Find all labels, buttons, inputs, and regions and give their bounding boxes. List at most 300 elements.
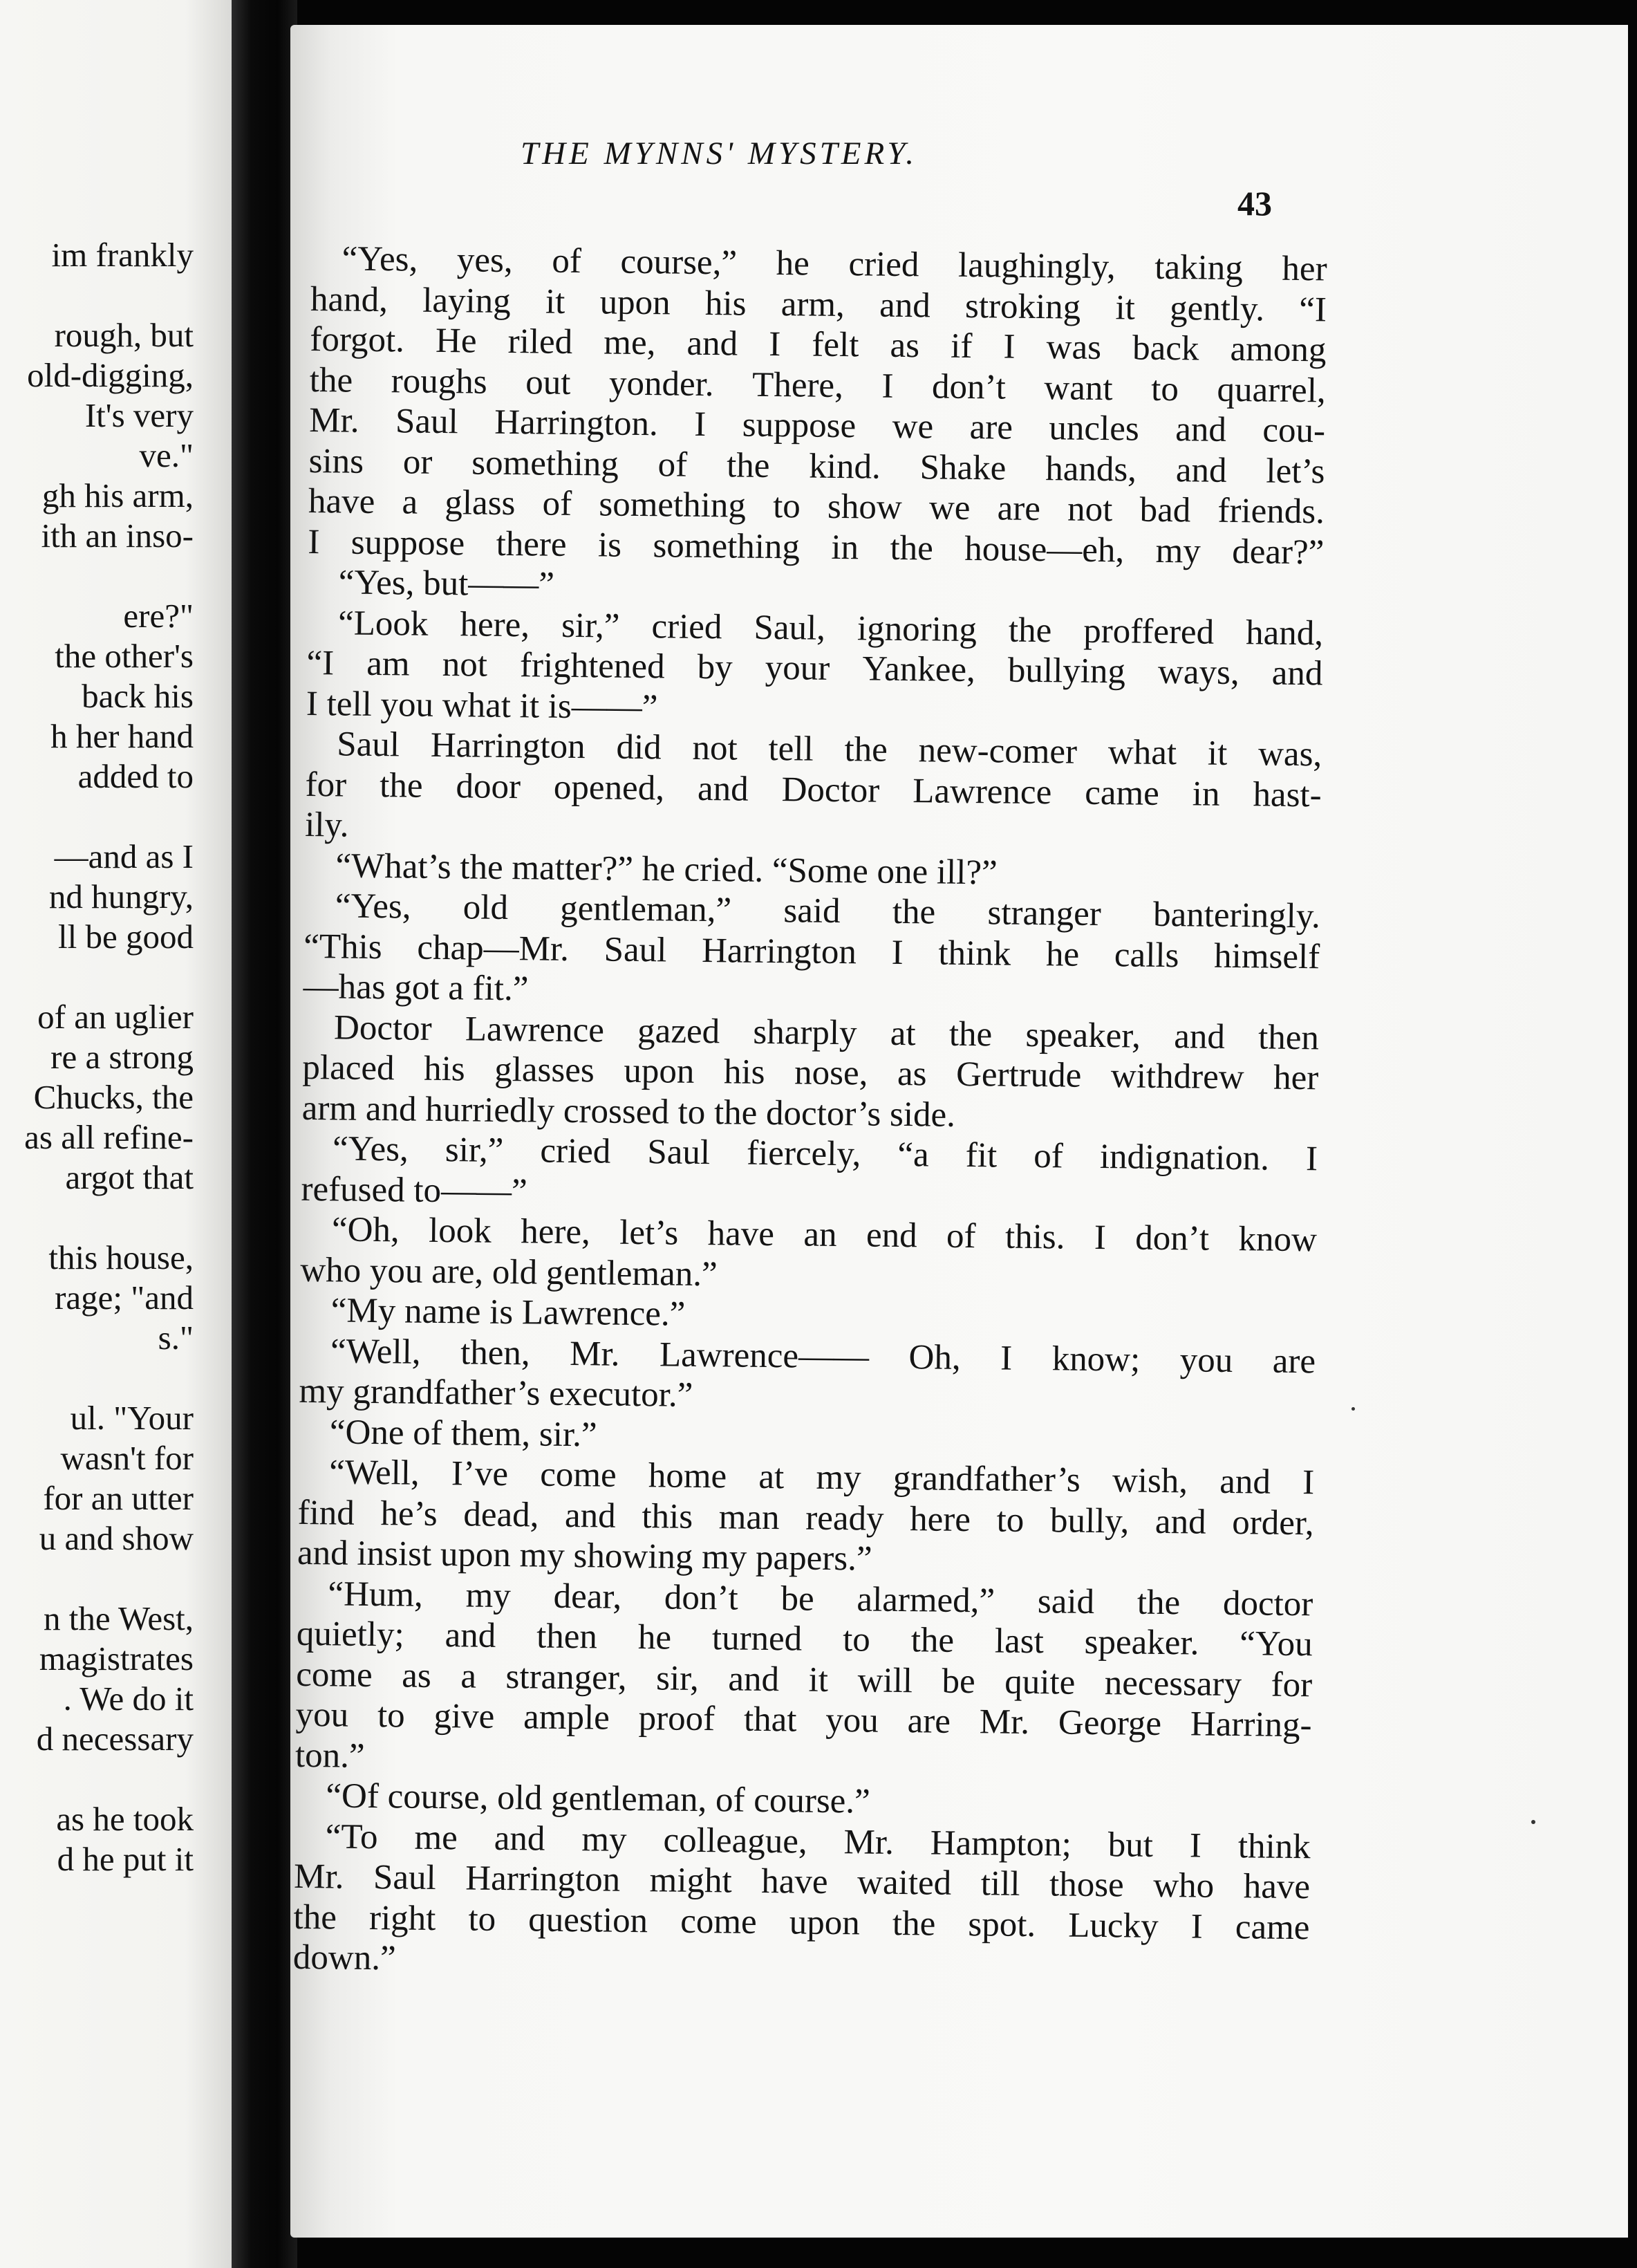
word: but bbox=[1107, 1825, 1154, 1865]
word: home bbox=[648, 1456, 727, 1496]
word: “Yes, bbox=[335, 886, 411, 927]
word: glasses bbox=[494, 1050, 595, 1090]
word: I bbox=[1305, 1140, 1318, 1179]
word: and bbox=[494, 1819, 545, 1859]
left-page-line: rough, but bbox=[54, 316, 194, 354]
word: Gertrude bbox=[955, 1054, 1082, 1095]
word: am bbox=[366, 644, 410, 684]
word: Saul bbox=[647, 1133, 711, 1173]
left-page-line: old-digging, bbox=[27, 356, 194, 394]
word: I bbox=[881, 366, 894, 406]
word: came bbox=[1235, 1907, 1310, 1947]
word: I bbox=[308, 522, 320, 561]
word: his bbox=[423, 1049, 465, 1089]
word: his bbox=[723, 1052, 765, 1092]
word: something bbox=[599, 485, 747, 526]
word: as bbox=[402, 1655, 432, 1695]
word: of bbox=[946, 1216, 976, 1256]
word: to bbox=[842, 1620, 871, 1660]
left-page-line: It's very bbox=[84, 396, 194, 434]
word: glass bbox=[445, 483, 516, 523]
word: you bbox=[1179, 1340, 1233, 1380]
word: that bbox=[743, 1700, 797, 1740]
word: an bbox=[803, 1215, 837, 1255]
word: Saul bbox=[395, 402, 459, 442]
word: arm, bbox=[780, 284, 845, 324]
word: “I bbox=[306, 643, 335, 683]
word: “Yes, bbox=[332, 1129, 409, 1169]
word: Yankee, bbox=[862, 649, 976, 690]
running-head: THE MYNNS' MYSTERY. bbox=[521, 136, 917, 171]
word: last bbox=[994, 1621, 1045, 1662]
word: my bbox=[465, 1575, 512, 1615]
word: want bbox=[1044, 368, 1113, 408]
word: as bbox=[890, 326, 920, 366]
word: “Well, bbox=[330, 1331, 421, 1372]
text-line: “Yes, but——” bbox=[338, 563, 555, 604]
left-page-line: as he took bbox=[56, 1800, 194, 1838]
word: bullying bbox=[1007, 651, 1126, 691]
word: chap—Mr. bbox=[417, 928, 570, 969]
word: hand, bbox=[310, 279, 389, 319]
word: are bbox=[969, 407, 1013, 447]
word: or bbox=[402, 442, 433, 482]
word: “a bbox=[897, 1135, 930, 1175]
word: sir,” bbox=[445, 1131, 504, 1170]
word: a bbox=[402, 483, 418, 522]
word: I bbox=[694, 405, 707, 444]
text-line: and insist upon my showing my papers.” bbox=[297, 1533, 872, 1579]
word: colleague, bbox=[663, 1820, 807, 1861]
page-number: 43 bbox=[1237, 184, 1272, 223]
word: was, bbox=[1257, 734, 1322, 774]
word: said bbox=[1037, 1581, 1095, 1621]
word: the bbox=[892, 892, 936, 932]
word: new-comer bbox=[918, 731, 1078, 772]
left-page-line: ve." bbox=[139, 436, 194, 474]
word: and bbox=[879, 286, 931, 325]
word: look bbox=[428, 1211, 492, 1251]
word: and bbox=[564, 1496, 617, 1536]
word: then bbox=[1257, 1017, 1320, 1057]
word: Oh, bbox=[908, 1337, 961, 1377]
word: don’t bbox=[664, 1577, 738, 1618]
text-line: ton.” bbox=[294, 1736, 365, 1776]
left-page bbox=[0, 0, 232, 2268]
left-page-line: Chucks, the bbox=[33, 1078, 194, 1116]
text-line: ily. bbox=[304, 805, 349, 845]
word: a bbox=[460, 1656, 477, 1696]
word: I bbox=[891, 933, 904, 972]
word: the bbox=[892, 1904, 936, 1944]
word: stranger bbox=[987, 893, 1102, 934]
word: friends. bbox=[1217, 491, 1325, 532]
text-line: “What’s the matter?” he cried. “Some one ill?” bbox=[335, 846, 998, 892]
word: to bbox=[772, 487, 801, 526]
word: the bbox=[948, 1014, 993, 1054]
word: man bbox=[718, 1497, 780, 1537]
word: yonder. bbox=[608, 364, 714, 404]
word: and bbox=[1219, 1462, 1271, 1502]
word: uncles bbox=[1049, 409, 1140, 449]
word: placed bbox=[302, 1048, 395, 1088]
word: proffered bbox=[1083, 611, 1215, 652]
word: let’s bbox=[1266, 451, 1325, 491]
word: “You bbox=[1240, 1624, 1313, 1664]
word: might bbox=[649, 1861, 733, 1901]
word: and bbox=[697, 769, 749, 809]
word: come bbox=[295, 1655, 373, 1695]
word: not bbox=[692, 728, 738, 768]
word: ready bbox=[805, 1498, 884, 1539]
word: at bbox=[890, 1014, 916, 1053]
word: let’s bbox=[619, 1213, 679, 1253]
word: Lawrence bbox=[465, 1009, 605, 1050]
word: sins bbox=[308, 441, 364, 481]
word: wish, bbox=[1112, 1461, 1188, 1501]
word: Hampton; bbox=[930, 1823, 1072, 1864]
word: think bbox=[938, 933, 1011, 974]
word: the bbox=[890, 528, 934, 568]
left-page-line: back his bbox=[82, 677, 194, 715]
word: are bbox=[997, 489, 1041, 529]
word: sir,” bbox=[561, 606, 620, 646]
word: there bbox=[496, 524, 567, 564]
word: fit bbox=[965, 1135, 998, 1175]
word: and bbox=[728, 1659, 780, 1699]
word: bully, bbox=[1049, 1500, 1130, 1541]
word: “Hum, bbox=[328, 1574, 424, 1615]
word: Mr. bbox=[843, 1822, 895, 1862]
word: upon bbox=[789, 1902, 861, 1942]
left-page-line: wasn't for bbox=[60, 1439, 194, 1477]
word: cou- bbox=[1262, 411, 1326, 451]
word: don’t bbox=[1135, 1218, 1210, 1258]
left-page-line: u and show bbox=[39, 1519, 194, 1557]
word: course,” bbox=[620, 242, 738, 283]
text-line: down.” bbox=[292, 1937, 396, 1978]
word: be bbox=[780, 1579, 814, 1619]
word: who bbox=[1153, 1866, 1215, 1906]
word: He bbox=[435, 321, 477, 361]
word: cried bbox=[540, 1131, 611, 1171]
word: and bbox=[1175, 450, 1227, 490]
left-page-line: . We do it bbox=[63, 1680, 194, 1718]
word: this. bbox=[1004, 1217, 1065, 1257]
word: hast- bbox=[1253, 774, 1322, 815]
word: ample bbox=[523, 1698, 610, 1738]
word: find bbox=[297, 1493, 355, 1533]
word: fiercely, bbox=[746, 1133, 861, 1174]
word: if bbox=[950, 326, 973, 366]
word: “This bbox=[303, 927, 382, 967]
word: Shake bbox=[919, 447, 1007, 488]
word: me, bbox=[604, 323, 656, 363]
word: and bbox=[1271, 653, 1323, 694]
word: Harrington. bbox=[494, 402, 659, 444]
left-page-line: ll be good bbox=[58, 918, 194, 956]
word: here bbox=[909, 1499, 971, 1539]
word: order, bbox=[1232, 1503, 1314, 1543]
dust-speck bbox=[1531, 1820, 1535, 1824]
word: is bbox=[597, 525, 622, 565]
word: the bbox=[309, 360, 353, 400]
word: “I bbox=[1299, 290, 1327, 329]
word: something bbox=[653, 526, 801, 566]
word: to bbox=[996, 1500, 1025, 1540]
word: cried bbox=[848, 245, 919, 285]
left-page-line: n the West, bbox=[44, 1599, 194, 1637]
word: we bbox=[892, 407, 934, 447]
word: Harrington bbox=[465, 1859, 621, 1899]
word: Saul, bbox=[754, 608, 826, 648]
word: calls bbox=[1114, 935, 1179, 975]
word: are bbox=[1272, 1341, 1316, 1381]
word: “Yes, bbox=[342, 239, 418, 279]
word: proof bbox=[638, 1699, 715, 1739]
word: back bbox=[1132, 328, 1199, 369]
word: dear?” bbox=[1231, 532, 1325, 572]
word: “Well, bbox=[329, 1453, 420, 1493]
word: gazed bbox=[637, 1011, 720, 1051]
left-page-line: this house, bbox=[48, 1238, 194, 1276]
left-page-line: im frankly bbox=[51, 236, 194, 274]
left-page-line: ith an inso- bbox=[41, 517, 194, 555]
word: laughingly, bbox=[957, 245, 1116, 287]
word: Harring- bbox=[1190, 1704, 1312, 1745]
word: he bbox=[1045, 934, 1080, 974]
word: and bbox=[445, 1616, 496, 1655]
text-line: “One of them, sir.” bbox=[329, 1412, 597, 1454]
word: doctor bbox=[1222, 1583, 1313, 1624]
text-line: who you are, old gentleman.” bbox=[300, 1250, 718, 1294]
word: ways, bbox=[1157, 652, 1240, 693]
left-page-line: rage; "and bbox=[55, 1279, 194, 1317]
word: alarmed,” bbox=[857, 1579, 995, 1620]
word: himself bbox=[1213, 936, 1320, 976]
left-page-line: h her hand bbox=[50, 717, 194, 755]
word: Lawrence bbox=[912, 771, 1052, 812]
word: it bbox=[1115, 288, 1136, 327]
word: upon bbox=[599, 282, 671, 322]
word: Saul bbox=[373, 1858, 437, 1898]
word: old bbox=[462, 888, 509, 928]
word: and bbox=[1154, 1502, 1206, 1542]
word: till bbox=[980, 1864, 1020, 1904]
word: I bbox=[1094, 1218, 1107, 1258]
word: Harrington bbox=[430, 725, 586, 767]
word: I bbox=[1189, 1825, 1202, 1866]
word: for bbox=[1271, 1665, 1313, 1704]
word: and bbox=[1173, 1016, 1226, 1057]
word: I bbox=[1302, 1463, 1315, 1503]
word: have bbox=[761, 1861, 828, 1902]
word: are bbox=[907, 1702, 951, 1741]
left-page-line: re a strong bbox=[50, 1038, 194, 1076]
word: necessary bbox=[1104, 1663, 1242, 1704]
word: her bbox=[1282, 249, 1327, 289]
left-page-line: d he put it bbox=[57, 1840, 194, 1878]
word: Lawrence—— bbox=[659, 1335, 870, 1377]
word: yes, bbox=[456, 241, 513, 281]
word: be bbox=[942, 1662, 975, 1701]
word: spot. bbox=[968, 1904, 1036, 1944]
word: Mr. bbox=[308, 400, 359, 440]
word: he bbox=[776, 244, 810, 284]
book-gutter bbox=[232, 0, 297, 2268]
word: There, bbox=[751, 365, 844, 405]
word: among bbox=[1230, 329, 1327, 370]
text-line: —has got a fit.” bbox=[303, 967, 529, 1009]
word: he bbox=[637, 1618, 672, 1657]
word: his bbox=[704, 284, 747, 324]
word: hand, bbox=[1245, 613, 1324, 653]
word: taking bbox=[1154, 248, 1244, 288]
word: of bbox=[542, 484, 572, 523]
word: in bbox=[1192, 774, 1220, 814]
word: you bbox=[825, 1700, 879, 1740]
word: sir, bbox=[655, 1658, 700, 1698]
word: said bbox=[783, 891, 841, 931]
text-line: refused to——” bbox=[301, 1169, 528, 1211]
word: quarrel, bbox=[1217, 370, 1326, 410]
word: at bbox=[758, 1457, 785, 1497]
word: and bbox=[1175, 410, 1227, 449]
word: my bbox=[581, 1819, 627, 1859]
left-page-line: s." bbox=[158, 1319, 194, 1357]
word: gentleman,” bbox=[560, 889, 732, 930]
left-page-line: of an uglier bbox=[37, 998, 194, 1036]
word: the bbox=[844, 730, 888, 770]
word: Doctor bbox=[333, 1007, 432, 1048]
word: give bbox=[433, 1696, 495, 1736]
word: it bbox=[1207, 734, 1228, 773]
word: it bbox=[545, 282, 565, 322]
word: I bbox=[1003, 327, 1016, 366]
word: he’s bbox=[380, 1494, 438, 1534]
word: not bbox=[1067, 490, 1113, 530]
word: we bbox=[928, 488, 971, 528]
word: those bbox=[1049, 1865, 1125, 1905]
word: this bbox=[642, 1496, 693, 1536]
word: the bbox=[379, 765, 423, 806]
word: banteringly. bbox=[1152, 895, 1321, 936]
word: quietly; bbox=[296, 1614, 404, 1655]
word: for bbox=[305, 765, 347, 805]
word: it bbox=[808, 1660, 829, 1700]
word: show bbox=[827, 487, 903, 527]
text-line: “Of course, old gentleman, of course.” bbox=[326, 1776, 871, 1821]
word: riled bbox=[507, 322, 573, 362]
word: not bbox=[442, 645, 488, 685]
word: your bbox=[765, 648, 830, 688]
left-page-line: gh his arm, bbox=[41, 476, 194, 514]
word: by bbox=[697, 647, 733, 687]
word: to bbox=[377, 1696, 405, 1736]
word: dead, bbox=[463, 1494, 539, 1535]
word: felt bbox=[812, 325, 859, 365]
word: to bbox=[1150, 369, 1179, 409]
left-page-line: for an utter bbox=[43, 1479, 194, 1517]
word: turned bbox=[711, 1619, 803, 1659]
word: did bbox=[616, 727, 662, 768]
word: know; bbox=[1051, 1339, 1141, 1379]
word: of bbox=[1033, 1137, 1064, 1176]
word: sharply bbox=[753, 1012, 857, 1052]
left-page-line: ul. "Your bbox=[70, 1399, 194, 1437]
word: here, bbox=[460, 604, 530, 644]
word: right bbox=[368, 1898, 436, 1938]
text-line: my grandfather’s executor.” bbox=[299, 1371, 693, 1415]
word: laying bbox=[422, 281, 512, 321]
word: waited bbox=[857, 1863, 952, 1903]
word: I bbox=[1000, 1339, 1013, 1378]
word: cried bbox=[651, 606, 722, 647]
left-page-line: argot that bbox=[65, 1158, 194, 1196]
word: gently. bbox=[1169, 288, 1265, 328]
word: then, bbox=[460, 1332, 530, 1373]
word: Saul bbox=[604, 929, 667, 969]
word: the bbox=[1008, 611, 1052, 650]
left-page-line: nd hungry, bbox=[48, 877, 194, 915]
word: Saul bbox=[337, 725, 400, 765]
word: stranger, bbox=[505, 1657, 627, 1698]
word: have bbox=[707, 1214, 775, 1254]
word: withdrew bbox=[1110, 1057, 1244, 1097]
left-page-line: —and as I bbox=[54, 837, 194, 875]
word: Doctor bbox=[781, 770, 880, 810]
word: tell bbox=[768, 729, 814, 769]
word: come bbox=[680, 1902, 757, 1942]
left-page-line: added to bbox=[77, 757, 194, 795]
word: here, bbox=[520, 1212, 591, 1252]
word: Lucky bbox=[1068, 1906, 1159, 1946]
word: speaker, bbox=[1025, 1015, 1141, 1056]
word: stroking bbox=[964, 286, 1081, 327]
left-page-line: as all refine- bbox=[24, 1118, 194, 1156]
text-line: “My name is Lawrence.” bbox=[330, 1291, 686, 1334]
word: frightened bbox=[519, 646, 665, 687]
word: roughs bbox=[391, 361, 487, 402]
word: of bbox=[657, 445, 688, 485]
word: I bbox=[769, 324, 781, 364]
left-page-line: d necessary bbox=[36, 1720, 194, 1758]
word: then bbox=[536, 1617, 598, 1657]
word: suppose bbox=[350, 523, 465, 563]
word: my bbox=[816, 1458, 861, 1498]
word: the bbox=[1136, 1583, 1181, 1622]
word: kind. bbox=[809, 447, 881, 487]
word: what bbox=[1107, 733, 1177, 773]
word: will bbox=[857, 1660, 913, 1700]
word: something bbox=[471, 443, 619, 484]
word: you bbox=[295, 1695, 349, 1735]
word: was bbox=[1046, 328, 1102, 367]
word: I’ve bbox=[451, 1454, 509, 1494]
word: Mr. bbox=[293, 1857, 344, 1897]
word: Mr. bbox=[979, 1702, 1030, 1742]
word: forgot. bbox=[310, 319, 405, 360]
word: end bbox=[866, 1216, 917, 1256]
word: know bbox=[1238, 1220, 1318, 1260]
word: nose, bbox=[794, 1053, 868, 1093]
word: dear, bbox=[553, 1577, 622, 1617]
word: the bbox=[726, 445, 770, 485]
word: I bbox=[1190, 1906, 1204, 1946]
word: opened, bbox=[553, 768, 665, 808]
word: of bbox=[552, 241, 582, 281]
word: question bbox=[528, 1899, 648, 1940]
